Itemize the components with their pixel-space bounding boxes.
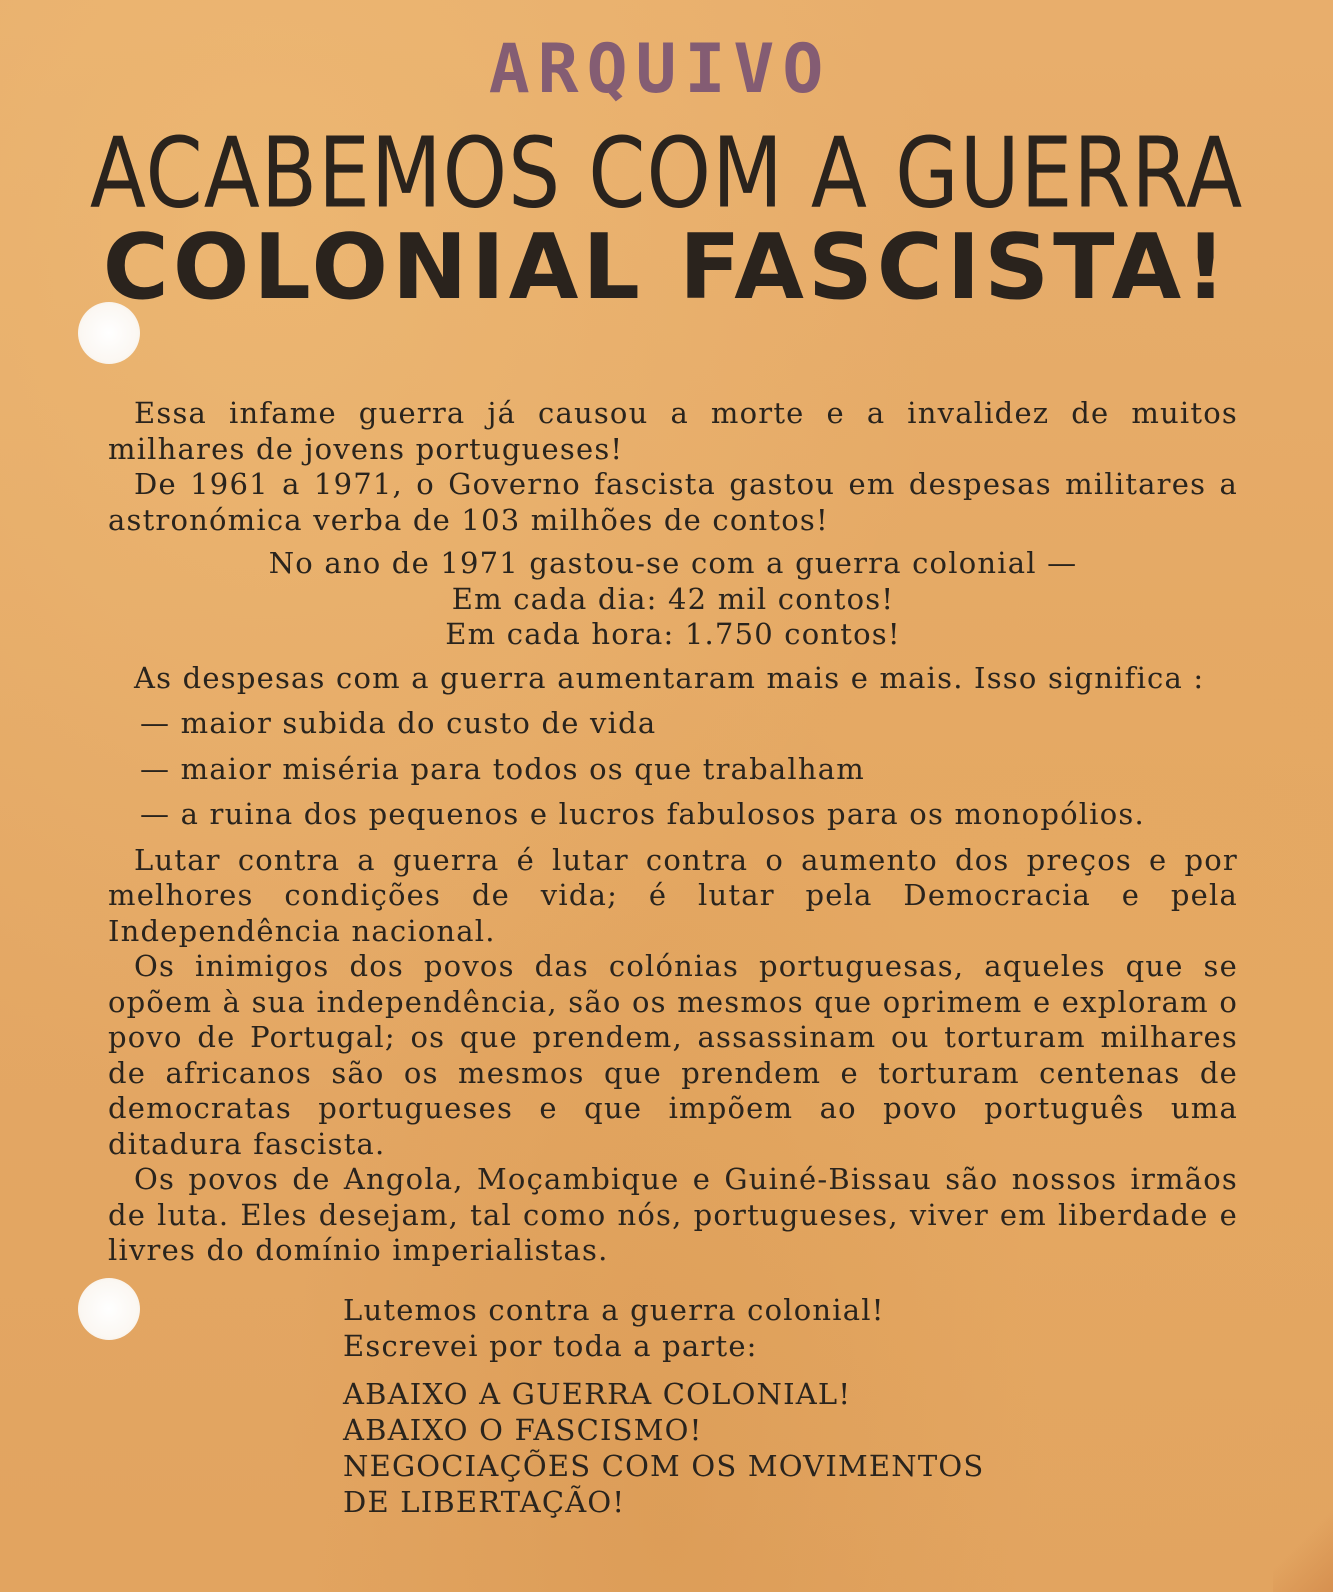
consequences-list [108,706,1238,833]
slogan-negotiations: NEGOCIAÇÕES COM OS MOVIMENTOS [343,1449,985,1483]
paragraph-consequences-intro: As despesas com a guerra aumentaram mais e mais. Isso significa : [134,660,1205,695]
headline-line-2: COLONIAL FASCISTA! [102,215,1231,320]
punch-hole-bottom [78,1278,140,1340]
spending-1971-intro: No ano de 1971 gastou-se com a guerra colonial — [268,546,1078,580]
archive-stamp: ARQUIVO [488,30,832,109]
paragraph-military-spending: De 1961 a 1971, o Governo fascista gastou em despesas militares a astronómica verba de 103 milhões de contos! [108,467,1238,537]
list-item: — a ruina dos pequenos e lucros fabulosos para os monopólios. [140,797,1145,831]
closing-call [343,1292,1223,1520]
leaflet-body [108,396,1238,1269]
spending-per-day: Em cada dia: 42 mil contos! [451,581,895,616]
paper-corner-shading [1273,1482,1333,1592]
closing-line-fight: Lutemos contra a guerra colonial! [343,1293,885,1327]
slogans [343,1376,1223,1520]
paragraph-brothers-in-struggle: Os povos de Angola, Moçambique e Guiné-Bissau são nossos irmãos de luta. Eles desejam, tal como nós, portugueses, viver em liberdade e livres do domínio imperialistas. [108,1162,1238,1267]
slogan-down-with-fascism: ABAIXO O FASCISMO! [343,1413,703,1447]
slogan-liberation: DE LIBERTAÇÃO! [343,1485,626,1519]
slogan-down-with-colonial-war: ABAIXO A GUERRA COLONIAL! [343,1377,852,1411]
spending-per-hour: Em cada hora: 1.750 contos! [445,617,901,651]
list-item: — maior miséria para todos os que trabalham [140,751,865,786]
headline-line-1: ACABEMOS COM A GUERRA [89,118,1244,231]
closing-line-write: Escrevei por toda a parte: [343,1329,758,1363]
paragraph-war-deaths: Essa infame guerra já causou a morte e a invalidez de muitos milhares de jovens portugueses! [108,396,1238,466]
paragraph-enemies: Os inimigos dos povos das colónias portuguesas, aqueles que se opõem à sua independência, são os mesmos que oprimem e exploram o povo de Portugal; os que prendem, assassinam ou torturam milhares de africanos são os mesmos que prendem e torturam centenas de democratas portugueses e que impõem ao povo português uma ditadura fascista. [108,949,1238,1161]
list-item: — maior subida do custo de vida [140,706,657,740]
paragraph-fight-prices: Lutar contra a guerra é lutar contra o aumento dos preços e por melhores condições de vida; é lutar pela Democracia e pela Independência nacional. [108,842,1238,948]
spending-1971-block [108,546,1238,653]
